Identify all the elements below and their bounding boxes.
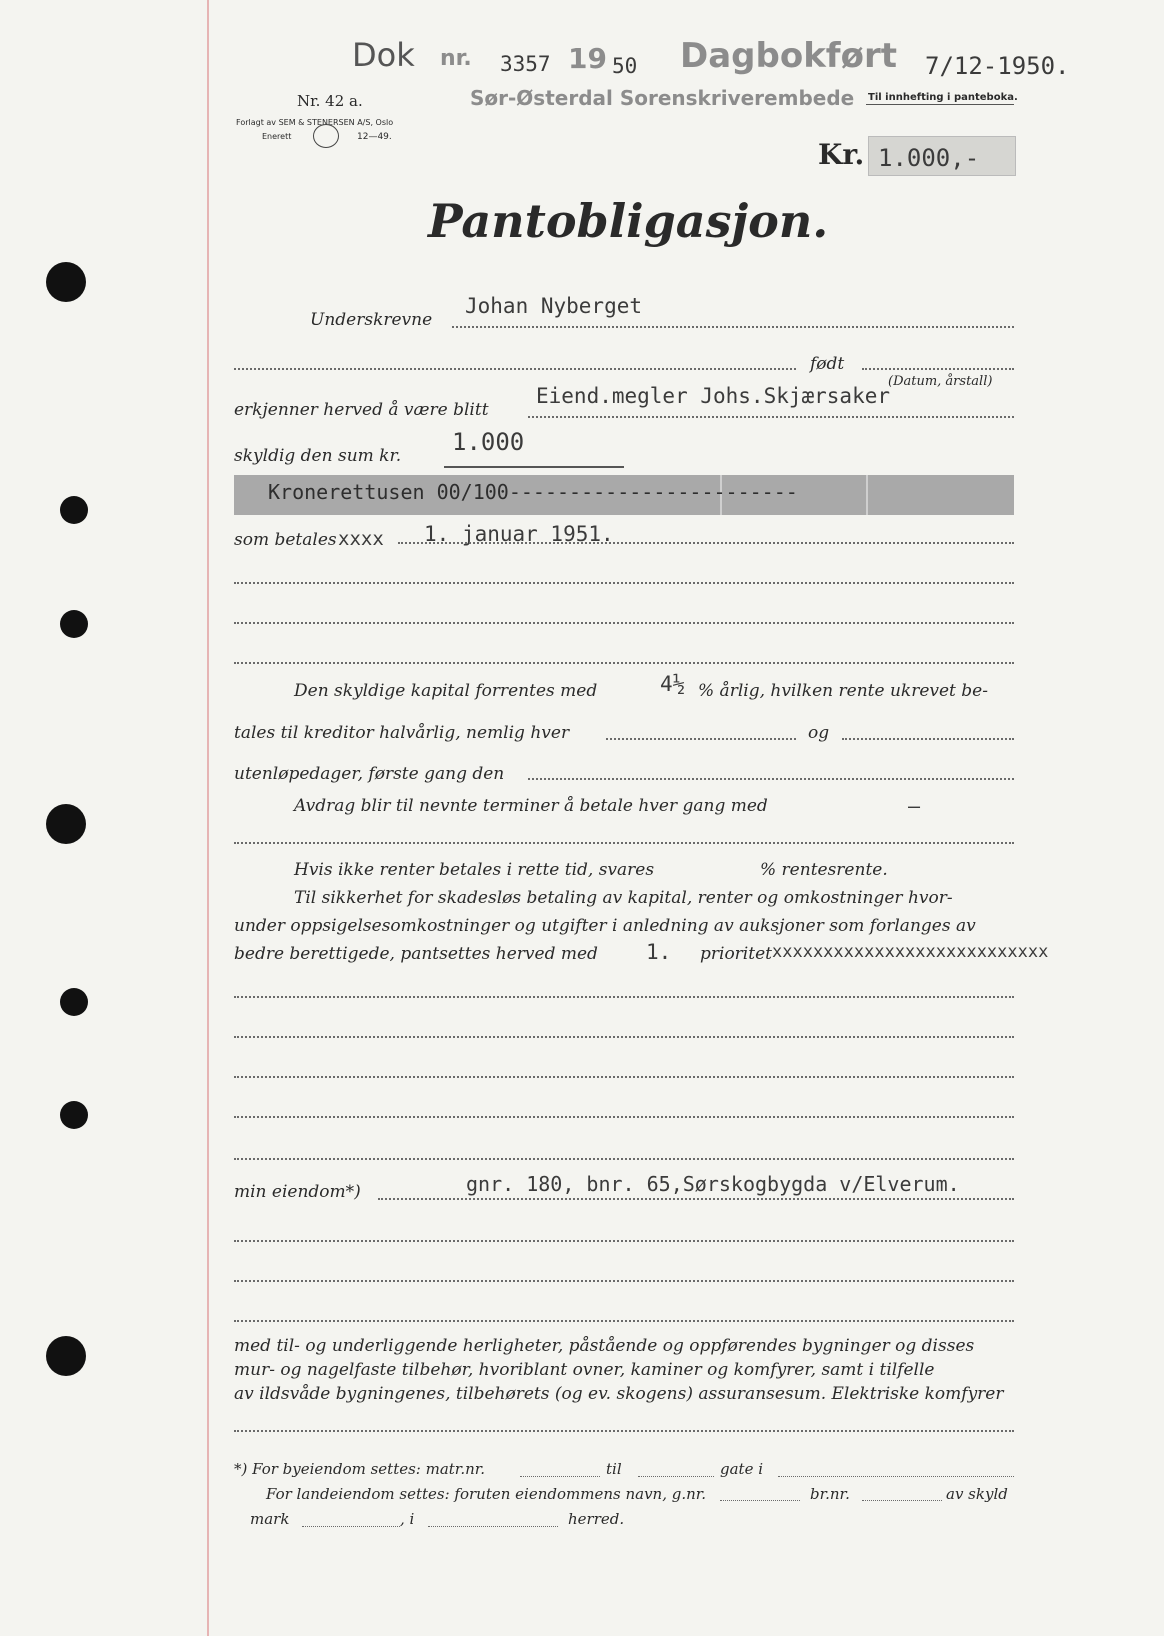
security-blank-1 bbox=[234, 996, 1014, 998]
payment-value: 1. januar 1951. bbox=[424, 522, 614, 546]
amount-label: Kr. bbox=[818, 138, 865, 171]
sum-words: Kronerettusen 00/100------------------------ bbox=[268, 480, 798, 504]
footnote-line3-b: , i bbox=[400, 1510, 415, 1528]
footnote-dots-1 bbox=[520, 1476, 600, 1477]
security-blank-2 bbox=[234, 1036, 1014, 1038]
priority-value: 1. bbox=[646, 940, 672, 964]
sum-label: skyldig den sum kr. bbox=[234, 446, 402, 466]
interest-og: og bbox=[808, 723, 830, 743]
struck-text: xxxxxxxxxxxxxxxxxxxxxxxxxxx bbox=[772, 942, 1049, 962]
footnote-dots-2 bbox=[638, 1476, 714, 1477]
undersigned-label: Underskrevne bbox=[310, 310, 433, 330]
security-line2: under oppsigelsesomkostninger og utgifter i anledning av auksjoner som forlanges av bbox=[234, 916, 976, 936]
name-line-2 bbox=[234, 368, 796, 370]
punch-hole-4 bbox=[46, 804, 86, 844]
year-suffix: 50 bbox=[612, 54, 638, 78]
security-line3-suffix: prioritet bbox=[700, 944, 772, 964]
property-label: min eiendom*) bbox=[234, 1182, 361, 1202]
footnote-line3-c: herred. bbox=[568, 1510, 625, 1528]
amount-value: 1.000,- bbox=[878, 144, 980, 172]
entry-date: 7/12-1950. bbox=[925, 52, 1070, 80]
stamp-year-prefix: 19 bbox=[568, 42, 607, 75]
first-date-line bbox=[528, 778, 1014, 780]
punch-hole-1 bbox=[46, 262, 86, 302]
blank-line-2 bbox=[234, 622, 1014, 624]
appurtenances-line1: med til- og underliggende herligheter, påstående og oppførendes bygninger og disses bbox=[234, 1336, 975, 1356]
margin-rule bbox=[207, 0, 209, 1636]
appurtenances-line2: mur- og nagelfaste tilbehør, hvoriblant ovner, kaminer og komfyrer, samt i tilfelle bbox=[234, 1360, 935, 1380]
publisher-logo-icon bbox=[313, 124, 339, 148]
page-title: Pantobligasjon. bbox=[428, 194, 829, 248]
security-line3-prefix: bedre berettigede, pantsettes herved med bbox=[234, 944, 598, 964]
interest-term-line-1 bbox=[606, 738, 796, 740]
interest-line2-prefix: tales til kreditor halvårlig, nemlig hver bbox=[234, 723, 570, 743]
property-value: gnr. 180, bnr. 65,Sørskogbygda v/Elverum. bbox=[466, 1172, 960, 1196]
stamp-dagbokfort: Dagbokført bbox=[680, 36, 897, 76]
punch-hole-2 bbox=[60, 496, 88, 524]
interest-line3: utenløpedager, første gang den bbox=[234, 764, 505, 784]
sum-words-bar-gap-2 bbox=[866, 475, 868, 515]
born-label: født bbox=[810, 354, 845, 374]
interest-line1-suffix: % årlig, hvilken rente ukrevet be- bbox=[698, 681, 988, 701]
installment-line bbox=[234, 842, 1014, 844]
innhefting-note: Til innhefting i panteboka. bbox=[868, 92, 1018, 103]
appurtenances-line bbox=[234, 1430, 1014, 1432]
undersigned-value: Johan Nyberget bbox=[465, 294, 643, 318]
blank-line-1 bbox=[234, 582, 1014, 584]
interest-line1-prefix: Den skyldige kapital forrentes med bbox=[294, 681, 598, 701]
footnote-dots-3 bbox=[778, 1476, 1014, 1477]
footnote-line1-c: gate i bbox=[720, 1460, 764, 1478]
creditor-value: Eiend.megler Johs.Skjærsaker bbox=[536, 384, 891, 408]
publisher-rights: Enerett bbox=[262, 132, 292, 141]
payment-strike: xxxx bbox=[338, 528, 384, 550]
late-interest-suffix: % rentesrente. bbox=[760, 860, 888, 880]
blank-line-3 bbox=[234, 662, 1014, 664]
payment-line bbox=[398, 542, 1014, 544]
property-blank-2 bbox=[234, 1280, 1014, 1282]
property-blank-3 bbox=[234, 1320, 1014, 1322]
born-hint: (Datum, årstall) bbox=[888, 374, 993, 389]
appurtenances-line3: av ildsvåde bygningenes, tilbehørets (og ev. skogens) assuransesum. Elektriske komfyrer bbox=[234, 1384, 1004, 1404]
footnote-line2-a: For landeiendom settes: foruten eiendommens navn, g.nr. bbox=[266, 1485, 707, 1503]
interest-term-line-2 bbox=[842, 738, 1014, 740]
punch-hole-3 bbox=[60, 610, 88, 638]
footnote-dots-7 bbox=[428, 1526, 558, 1527]
stamp-nr-label: nr. bbox=[440, 46, 472, 71]
interest-rate: 4½ bbox=[660, 672, 686, 696]
security-line1: Til sikkerhet for skadesløs betaling av kapital, renter og omkostninger hvor- bbox=[294, 888, 953, 908]
property-line bbox=[378, 1198, 1014, 1200]
footnote-line2-c: av skyld bbox=[946, 1485, 1008, 1503]
office-name: Sør-Østerdal Sorenskriverembede bbox=[470, 86, 855, 110]
form-number: Nr. 42 a. bbox=[297, 92, 363, 110]
creditor-line bbox=[528, 416, 1014, 418]
late-interest-prefix: Hvis ikke renter betales i rette tid, svares bbox=[294, 860, 655, 880]
doc-number: 3357 bbox=[500, 52, 551, 76]
undersigned-line bbox=[452, 326, 1014, 328]
footnote-line1-b: til bbox=[606, 1460, 622, 1478]
property-blank-1 bbox=[234, 1240, 1014, 1242]
sum-value: 1.000 bbox=[452, 428, 525, 456]
footnote-line2-b: br.nr. bbox=[810, 1485, 850, 1503]
footnote-dots-6 bbox=[302, 1526, 400, 1527]
sum-underline bbox=[444, 466, 624, 468]
publisher: Forlagt av SEM & STENERSEN A/S, Oslo bbox=[236, 118, 394, 127]
installment-label: Avdrag blir til nevnte terminer å betale hver gang med bbox=[294, 796, 768, 816]
footnote-dots-4 bbox=[720, 1500, 800, 1501]
innhefting-underline bbox=[866, 104, 1014, 105]
installment-value: — bbox=[908, 794, 921, 818]
punch-hole-7 bbox=[46, 1336, 86, 1376]
footnote-dots-5 bbox=[862, 1500, 942, 1501]
footnote-line3-a: mark bbox=[250, 1510, 290, 1528]
creditor-label: erkjenner herved å være blitt bbox=[234, 400, 489, 420]
security-blank-3 bbox=[234, 1076, 1014, 1078]
security-blank-5 bbox=[234, 1158, 1014, 1160]
footnote-line1-a: *) For byeiendom settes: matr.nr. bbox=[234, 1460, 486, 1478]
publisher-date: 12—49. bbox=[357, 132, 392, 142]
born-line bbox=[862, 368, 1014, 370]
security-blank-4 bbox=[234, 1116, 1014, 1118]
stamp-dok: Dok bbox=[352, 36, 415, 74]
punch-hole-6 bbox=[60, 1101, 88, 1129]
payment-label: som betales bbox=[234, 530, 337, 550]
punch-hole-5 bbox=[60, 988, 88, 1016]
